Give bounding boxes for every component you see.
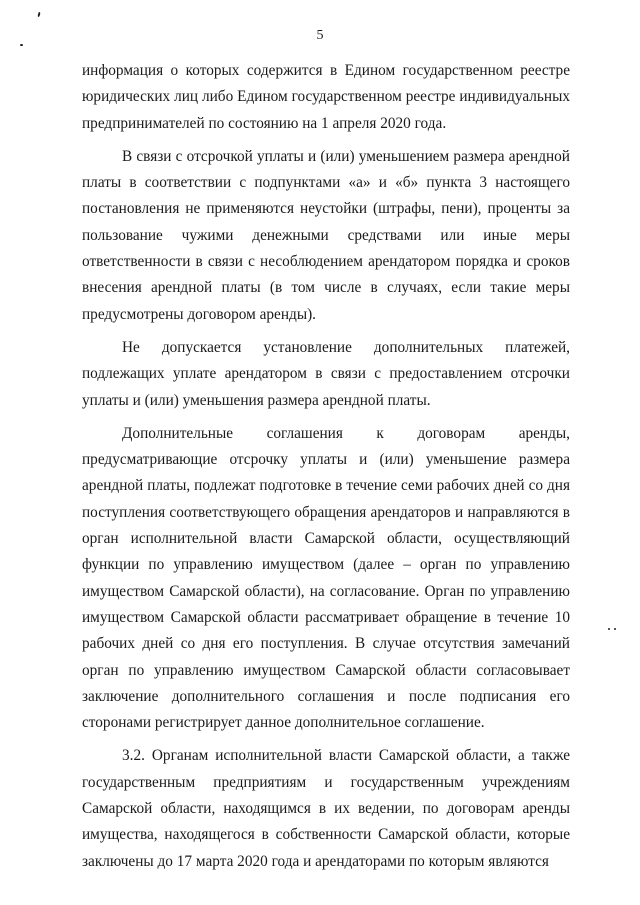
scan-artifact (20, 44, 23, 46)
scan-artifact (614, 628, 616, 630)
document-body (82, 58, 570, 882)
paragraph-agreements: Дополнительные соглашения к договорам аренды, предусматривающие отсрочку уплаты и (или) уменьшение размера арендной платы, подлежат подготовке в течение семи рабочих дней со дня поступления соответствующего обращения арендаторов и направляются в орган исполнительной власти Самарской области, осуществляющий функции по управлению имуществом (далее – орган по управлению имуществом Самарской области), на согласование. Орган по управлению имуществом Самарской области рассматривает обращение в течение 10 рабочих дней со дня его поступления. В случае отсутствия замечаний орган по управлению имуществом Самарской области согласовывает заключение дополнительного соглашения и после подписания его сторонами регистрирует данное дополнительное соглашение. (82, 424, 570, 732)
paragraph-continuation: информация о которых содержится в Едином государственном реестре юридических лиц либо Едином государственном реестре индивидуальных предпринимателей по состоянию на 1 апреля 2020 года. (82, 62, 570, 132)
scan-artifact (608, 628, 610, 630)
scan-artifact (37, 12, 40, 17)
paragraph-additional-payments: Не допускается установление дополнительных платежей, подлежащих уплате арендатором в связи с предоставлением отсрочки уплаты и (или) уменьшения размера арендной платы. (82, 338, 570, 409)
paragraph-penalties: В связи с отсрочкой уплаты и (или) уменьшением размера арендной платы в соответствии с подпунктами «а» и «б» пункта 3 настоящего постановления не применяются неустойки (штрафы, пени), проценты за пользование чужими денежными средствами или иные меры ответственности в связи с несоблюдением арендатором порядка и сроков внесения арендной платы (в том числе в случаях, если такие меры предусмотрены договором аренды). (82, 147, 570, 323)
paragraph-3-2: 3.2. Органам исполнительной власти Самарской области, а также государственным предприятиям и государственным учреждениям Самарской области, находящимся в их ведении, по договорам аренды имущества, находящегося в собственности Самарской области, которые заключены до 17 марта 2020 года и арендаторами по которым являются (82, 747, 570, 870)
page-number: 5 (316, 28, 324, 43)
